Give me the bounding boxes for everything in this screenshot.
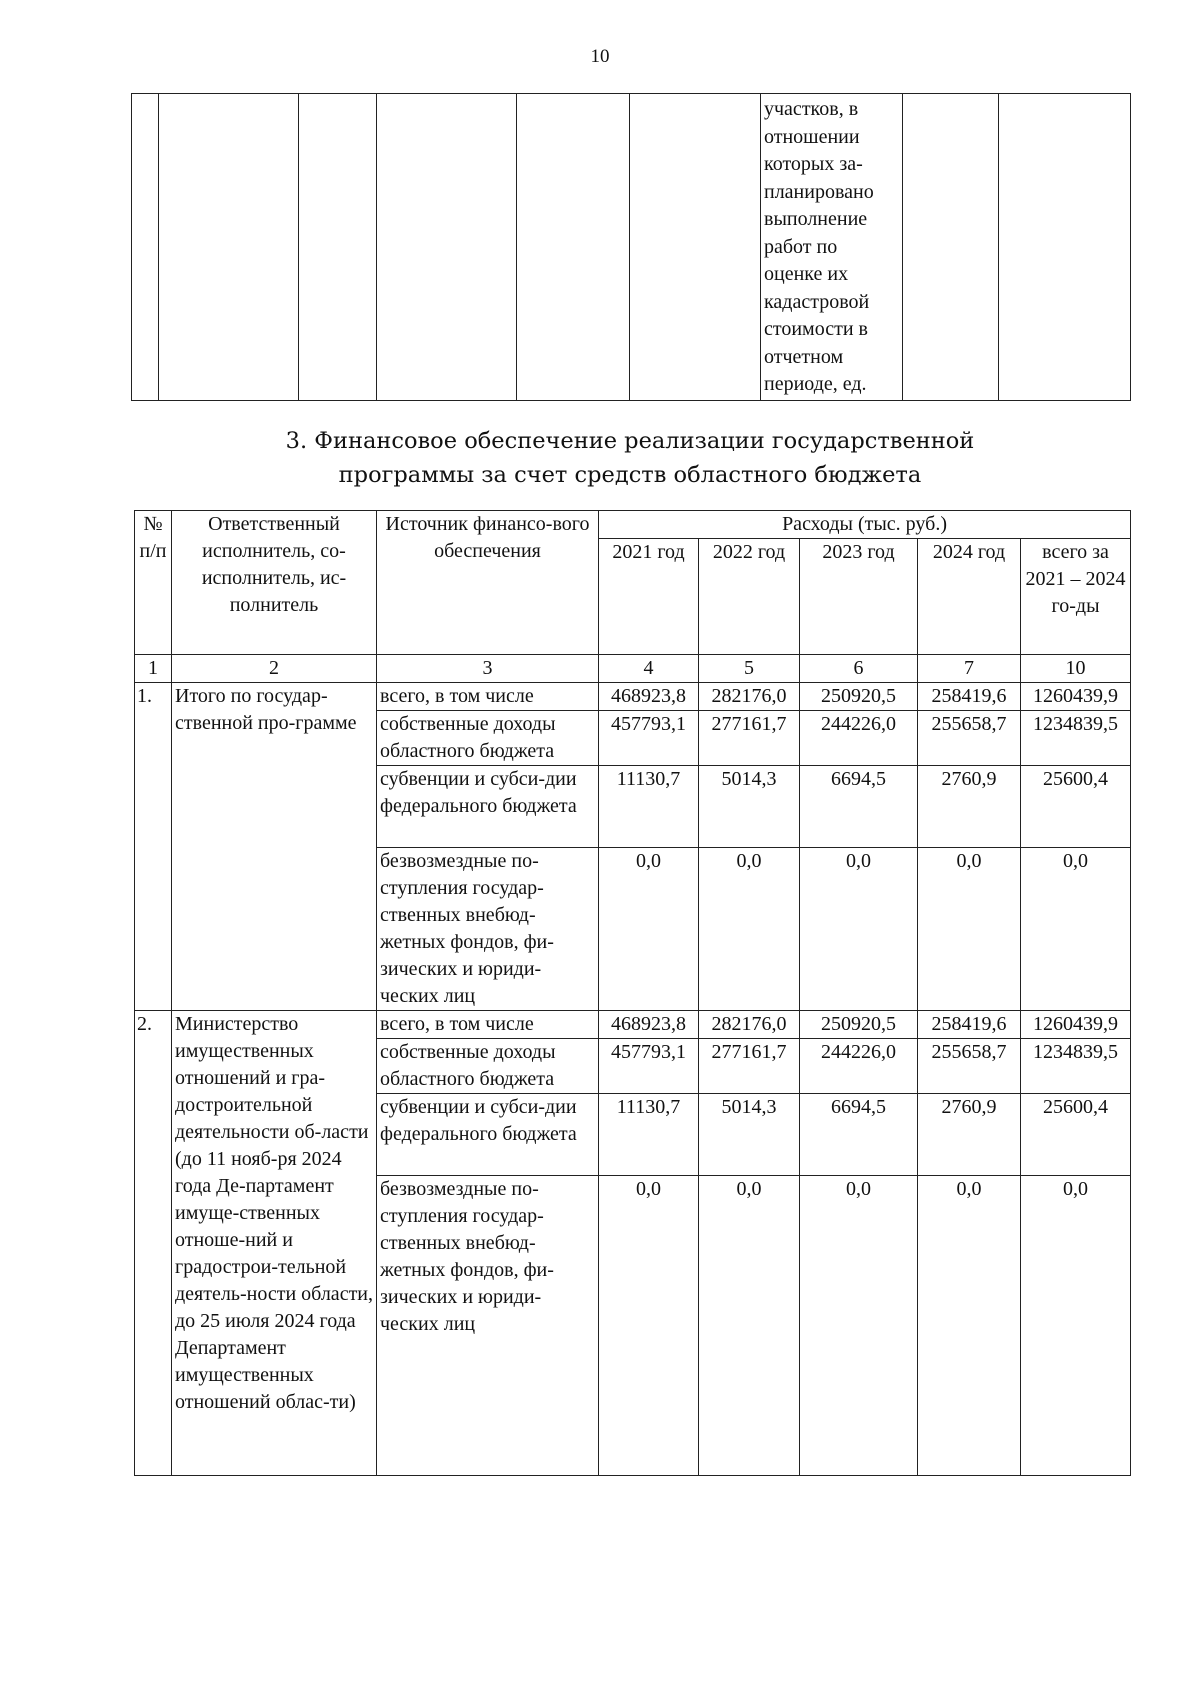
column-number: 2 [172, 655, 377, 683]
amount-cell: 5014,3 [699, 1094, 800, 1176]
page-number: 10 [590, 46, 610, 67]
amount-cell: 1234839,5 [1021, 1039, 1131, 1094]
amount-cell: 0,0 [599, 848, 699, 1011]
amount-cell: 0,0 [918, 848, 1021, 1011]
amount-cell: 11130,7 [599, 766, 699, 848]
amount-cell: 25600,4 [1021, 1094, 1131, 1176]
fragment-line: работ по [764, 235, 838, 258]
fragment-line: оценке их [764, 263, 849, 285]
fragment-line: отношении [764, 125, 860, 148]
section-title-line: программы за счет средств областного бюджета [338, 462, 922, 488]
amount-cell: 255658,7 [918, 1039, 1021, 1094]
header-total: всего за 2021 – 2024 го-ды [1021, 539, 1131, 655]
fragment-line: участков, в [764, 98, 859, 120]
source-cell: собственные доходы областного бюджета [377, 1039, 599, 1094]
column-number: 10 [1021, 655, 1131, 683]
amount-cell: 0,0 [1021, 848, 1131, 1011]
amount-cell: 250920,5 [800, 1011, 918, 1039]
amount-cell: 6694,5 [800, 1094, 918, 1176]
amount-cell: 0,0 [1021, 1176, 1131, 1476]
amount-cell: 457793,1 [599, 711, 699, 766]
amount-cell: 258419,6 [918, 683, 1021, 711]
source-cell: субвенции и субси-дии федерального бюджета [377, 766, 599, 848]
amount-cell: 2760,9 [918, 1094, 1021, 1176]
amount-cell: 250920,5 [800, 683, 918, 711]
executor-cell: Итого по государ-ственной про-грамме [172, 683, 377, 1011]
fragment-text [761, 94, 902, 399]
column-number: 1 [135, 655, 172, 683]
header-source: Источник финансо-вого обеспечения [377, 511, 599, 655]
fragment-line: стоимости в [764, 318, 868, 340]
column-number: 4 [599, 655, 699, 683]
fragment-cell [903, 94, 999, 401]
section-title [200, 424, 1060, 492]
fragment-cell [132, 94, 159, 401]
executor-cell: Министерство имущественных отношений и гра-достроительной деятельности об-ласти (до 11 нояб-ря 2024 года Де-партамент имуще-ственных отноше-ний и градострои-тельной деятель-ности области, до 25 июля 2024 года Департамент имущественных отношений облас-ти) [172, 1011, 377, 1476]
fragment-cell [299, 94, 377, 401]
header-expenses: Расходы (тыс. руб.) [599, 511, 1131, 539]
table-row [135, 1011, 1131, 1039]
fragment-cell [517, 94, 630, 401]
header-executor: Ответственный исполнитель, со-исполнитель, ис-полнитель [172, 511, 377, 655]
amount-cell: 0,0 [699, 1176, 800, 1476]
source-cell: всего, в том числе [377, 1011, 599, 1039]
amount-cell: 282176,0 [699, 1011, 800, 1039]
amount-cell: 25600,4 [1021, 766, 1131, 848]
column-number-row [135, 655, 1131, 683]
row-number: 2. [135, 1011, 172, 1476]
amount-cell: 0,0 [699, 848, 800, 1011]
amount-cell: 5014,3 [699, 766, 800, 848]
fragment-indicator-cell [761, 94, 903, 401]
previous-table-fragment [131, 93, 1131, 401]
amount-cell: 244226,0 [800, 1039, 918, 1094]
amount-cell: 244226,0 [800, 711, 918, 766]
source-cell: субвенции и субси-дии федерального бюджета [377, 1094, 599, 1176]
section-title-line: 3. Финансовое обеспечение реализации государственной [285, 428, 975, 454]
source-cell: всего, в том числе [377, 683, 599, 711]
fragment-line: отчетном [764, 345, 844, 368]
fragment-cell [630, 94, 761, 401]
amount-cell: 11130,7 [599, 1094, 699, 1176]
fragment-line: планировано [764, 180, 874, 203]
amount-cell: 2760,9 [918, 766, 1021, 848]
fragment-line: выполнение [764, 208, 868, 230]
fragment-line: периоде, ед. [764, 373, 867, 395]
amount-cell: 468923,8 [599, 683, 699, 711]
amount-cell: 277161,7 [699, 711, 800, 766]
amount-cell: 0,0 [918, 1176, 1021, 1476]
header-year-2024: 2024 год [918, 539, 1021, 655]
amount-cell: 468923,8 [599, 1011, 699, 1039]
amount-cell: 457793,1 [599, 1039, 699, 1094]
source-cell: собственные доходы областного бюджета [377, 711, 599, 766]
header-year-2023: 2023 год [800, 539, 918, 655]
amount-cell: 1260439,9 [1021, 1011, 1131, 1039]
header-year-2021: 2021 год [599, 539, 699, 655]
fragment-cell [159, 94, 299, 401]
finance-table [134, 510, 1131, 1476]
amount-cell: 0,0 [800, 1176, 918, 1476]
fragment-cell [999, 94, 1131, 401]
fragment-cell [377, 94, 517, 401]
amount-cell: 282176,0 [699, 683, 800, 711]
amount-cell: 277161,7 [699, 1039, 800, 1094]
header-year-2022: 2022 год [699, 539, 800, 655]
amount-cell: 0,0 [800, 848, 918, 1011]
amount-cell: 255658,7 [918, 711, 1021, 766]
amount-cell: 0,0 [599, 1176, 699, 1476]
fragment-line: кадастровой [764, 290, 870, 313]
table-row [135, 683, 1131, 711]
amount-cell: 6694,5 [800, 766, 918, 848]
amount-cell: 1234839,5 [1021, 711, 1131, 766]
amount-cell: 258419,6 [918, 1011, 1021, 1039]
column-number: 6 [800, 655, 918, 683]
amount-cell: 1260439,9 [1021, 683, 1131, 711]
column-number: 5 [699, 655, 800, 683]
column-number: 7 [918, 655, 1021, 683]
row-number: 1. [135, 683, 172, 1011]
column-number: 3 [377, 655, 599, 683]
fragment-line: которых за- [764, 153, 863, 175]
source-cell: безвозмездные по-ступления государ-ственных внебюд-жетных фондов, фи-зических и юриди-ческих лиц [377, 1176, 599, 1476]
header-num: № п/п [135, 511, 172, 655]
source-cell: безвозмездные по-ступления государ-ственных внебюд-жетных фондов, фи-зических и юриди-ческих лиц [377, 848, 599, 1011]
